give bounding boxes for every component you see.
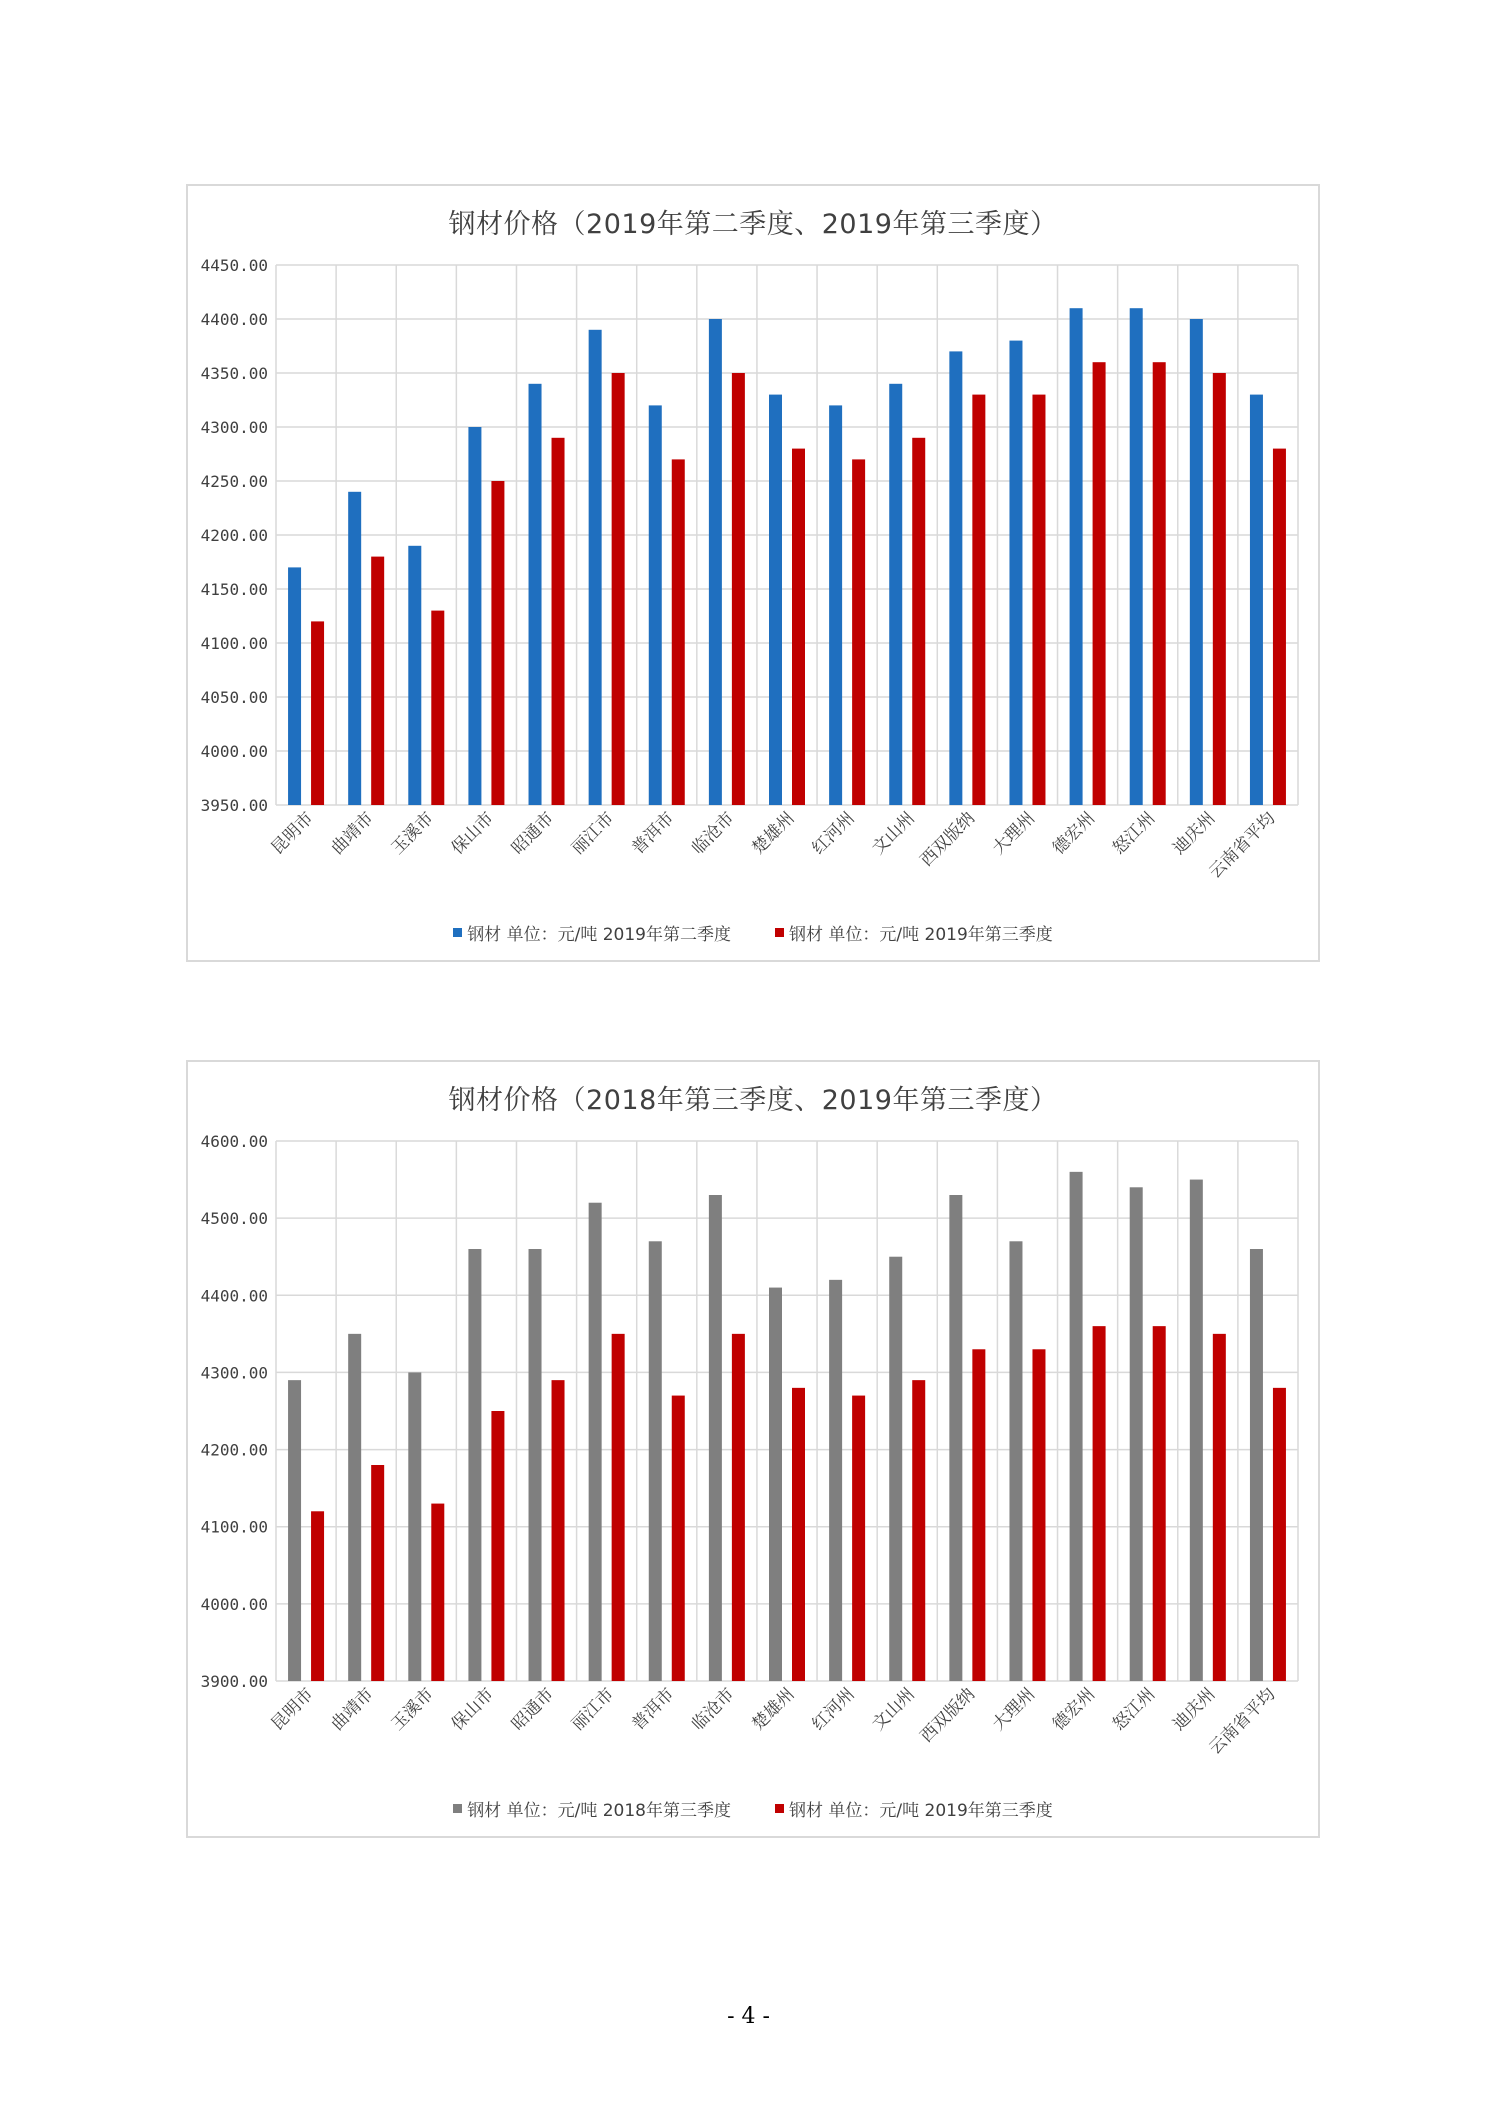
x-category-label: 文山州 <box>868 808 919 859</box>
chart-2018q3-vs-2019q3 <box>186 1060 1320 1838</box>
bar-series1 <box>709 1195 722 1681</box>
chart-plot-area <box>188 186 1318 960</box>
chart-legend <box>188 1796 1318 1821</box>
x-category-label: 保山市 <box>447 1684 498 1735</box>
chart-q2-vs-q3-2019 <box>186 184 1320 962</box>
legend-label: 钢材 单位：元/吨 2019年第三季度 <box>789 925 1053 945</box>
bar-series2 <box>1093 362 1106 805</box>
x-category-label: 红河州 <box>808 1684 859 1735</box>
legend-item-series-1 <box>453 1796 731 1821</box>
chart-title: 钢材价格（2019年第二季度、2019年第三季度） <box>448 209 1058 240</box>
legend-swatch <box>453 928 462 937</box>
x-category-label: 大理州 <box>988 808 1040 859</box>
bar-series2 <box>1093 1326 1106 1681</box>
bar-series1 <box>288 567 301 805</box>
bar-series1 <box>769 395 782 805</box>
bar-series2 <box>732 373 745 805</box>
bar-series1 <box>1070 1172 1083 1681</box>
bar-series1 <box>408 1372 421 1681</box>
bar-series2 <box>1153 1326 1166 1681</box>
bar-series2 <box>972 395 985 805</box>
bar-series2 <box>552 438 565 805</box>
y-tick-label: 4600.00 <box>200 1132 268 1151</box>
bar-series2 <box>912 1380 925 1681</box>
x-category-label: 昆明市 <box>267 1684 318 1735</box>
x-category-label: 怒江州 <box>1109 808 1160 859</box>
legend-item-series-2 <box>775 920 1053 945</box>
bar-series2 <box>852 1396 865 1681</box>
y-tick-label: 4250.00 <box>200 472 268 491</box>
bar-series2 <box>1213 373 1226 805</box>
x-category-label: 红河州 <box>808 808 859 859</box>
y-tick-label: 4400.00 <box>200 310 268 329</box>
bar-series1 <box>468 1249 481 1681</box>
legend-swatch <box>775 1804 784 1813</box>
x-category-label: 曲靖市 <box>327 808 378 859</box>
y-tick-label: 4350.00 <box>200 364 268 383</box>
bar-series1 <box>709 319 722 805</box>
bar-series1 <box>1009 341 1022 805</box>
x-category-label: 楚雄州 <box>748 1684 799 1735</box>
bar-series2 <box>732 1334 745 1681</box>
bar-series1 <box>889 1257 902 1681</box>
bar-series2 <box>1273 449 1286 805</box>
y-tick-label: 4200.00 <box>200 1440 268 1460</box>
bar-series1 <box>529 1249 542 1681</box>
page-number: - 4 - <box>727 2004 770 2029</box>
chart-legend <box>188 920 1318 945</box>
y-tick-label: 3950.00 <box>200 796 268 815</box>
bar-series1 <box>1130 308 1143 805</box>
bar-series2 <box>972 1349 985 1681</box>
x-category-label: 迪庆州 <box>1169 808 1220 859</box>
y-tick-label: 3900.00 <box>200 1672 268 1691</box>
bar-series2 <box>612 373 625 805</box>
bar-series1 <box>889 384 902 805</box>
bar-series2 <box>852 459 865 805</box>
bar-series2 <box>311 1511 324 1681</box>
x-category-label: 昭通市 <box>507 808 559 859</box>
x-category-label: 保山市 <box>447 808 498 859</box>
x-category-label: 西双版纳 <box>916 808 979 871</box>
x-category-label: 大理州 <box>988 1684 1040 1735</box>
x-category-label: 西双版纳 <box>916 1684 979 1747</box>
bar-series1 <box>1070 308 1083 805</box>
bar-series2 <box>1032 395 1045 805</box>
x-category-label: 曲靖市 <box>327 1684 378 1735</box>
bar-series2 <box>371 1465 384 1681</box>
legend-label: 钢材 单位：元/吨 2018年第三季度 <box>467 1801 731 1821</box>
bar-series2 <box>311 621 324 805</box>
y-tick-label: 4500.00 <box>200 1209 268 1229</box>
y-tick-label: 4100.00 <box>200 634 268 653</box>
x-category-label: 文山州 <box>868 1684 919 1735</box>
y-tick-label: 4300.00 <box>200 418 268 437</box>
y-tick-label: 4300.00 <box>200 1363 268 1383</box>
legend-item-series-2 <box>775 1796 1053 1821</box>
bar-series1 <box>949 1195 962 1681</box>
bar-series2 <box>792 1388 805 1681</box>
legend-swatch <box>453 1804 462 1813</box>
x-category-label: 临沧市 <box>688 808 739 859</box>
bar-series2 <box>1032 1349 1045 1681</box>
bar-series1 <box>1130 1187 1143 1681</box>
bar-series1 <box>829 1280 842 1681</box>
bar-series1 <box>649 405 662 805</box>
x-category-label: 普洱市 <box>628 808 679 859</box>
bar-series1 <box>348 492 361 805</box>
x-category-label: 德宏州 <box>1048 1684 1100 1735</box>
bar-series2 <box>672 1396 685 1681</box>
x-category-label: 昆明市 <box>267 808 318 859</box>
bar-series1 <box>589 1203 602 1681</box>
bar-series1 <box>408 546 421 805</box>
x-category-label: 普洱市 <box>628 1684 679 1735</box>
bar-series2 <box>371 557 384 805</box>
bar-series2 <box>792 449 805 805</box>
chart-title: 钢材价格（2018年第三季度、2019年第三季度） <box>448 1085 1058 1116</box>
x-category-label: 玉溪市 <box>387 1684 438 1735</box>
x-category-label: 临沧市 <box>688 1684 739 1735</box>
bar-series1 <box>769 1288 782 1681</box>
bar-series2 <box>1153 362 1166 805</box>
y-tick-label: 4150.00 <box>200 580 268 599</box>
bar-series2 <box>552 1380 565 1681</box>
bar-series2 <box>491 481 504 805</box>
bar-series2 <box>912 438 925 805</box>
y-tick-label: 4000.00 <box>200 1594 268 1614</box>
y-tick-label: 4200.00 <box>200 526 268 545</box>
bar-series1 <box>1250 1249 1263 1681</box>
y-tick-label: 4100.00 <box>200 1517 268 1537</box>
x-category-label: 昭通市 <box>507 1684 559 1735</box>
bar-series1 <box>589 330 602 805</box>
y-tick-label: 4400.00 <box>200 1286 268 1306</box>
bar-series1 <box>1190 1180 1203 1681</box>
bar-series1 <box>949 351 962 805</box>
bar-series1 <box>529 384 542 805</box>
x-category-label: 丽江市 <box>567 1684 619 1735</box>
bar-series2 <box>612 1334 625 1681</box>
bar-series2 <box>431 1504 444 1681</box>
bar-series1 <box>1009 1241 1022 1681</box>
legend-label: 钢材 单位：元/吨 2019年第三季度 <box>789 1801 1053 1821</box>
y-tick-label: 4050.00 <box>200 688 268 707</box>
x-category-label: 玉溪市 <box>387 808 438 859</box>
x-category-label: 云南省平均 <box>1205 1684 1280 1759</box>
x-category-label: 迪庆州 <box>1169 1684 1220 1735</box>
x-category-label: 德宏州 <box>1048 808 1100 859</box>
bar-series1 <box>288 1380 301 1681</box>
chart-plot-area <box>188 1062 1318 1836</box>
bar-series1 <box>1250 395 1263 805</box>
y-tick-label: 4000.00 <box>200 742 268 761</box>
bar-series2 <box>672 459 685 805</box>
bar-series2 <box>1273 1388 1286 1681</box>
x-category-label: 楚雄州 <box>748 808 799 859</box>
bar-series1 <box>649 1241 662 1681</box>
bar-series1 <box>348 1334 361 1681</box>
x-category-label: 丽江市 <box>567 808 619 859</box>
legend-label: 钢材 单位：元/吨 2019年第二季度 <box>467 925 731 945</box>
legend-swatch <box>775 928 784 937</box>
bar-series2 <box>431 611 444 805</box>
bar-series1 <box>1190 319 1203 805</box>
x-category-label: 云南省平均 <box>1205 808 1280 883</box>
x-category-label: 怒江州 <box>1109 1684 1160 1735</box>
bar-series1 <box>468 427 481 805</box>
legend-item-series-1 <box>453 920 731 945</box>
bar-series1 <box>829 405 842 805</box>
bar-series2 <box>491 1411 504 1681</box>
bar-series2 <box>1213 1334 1226 1681</box>
y-tick-label: 4450.00 <box>200 256 268 275</box>
